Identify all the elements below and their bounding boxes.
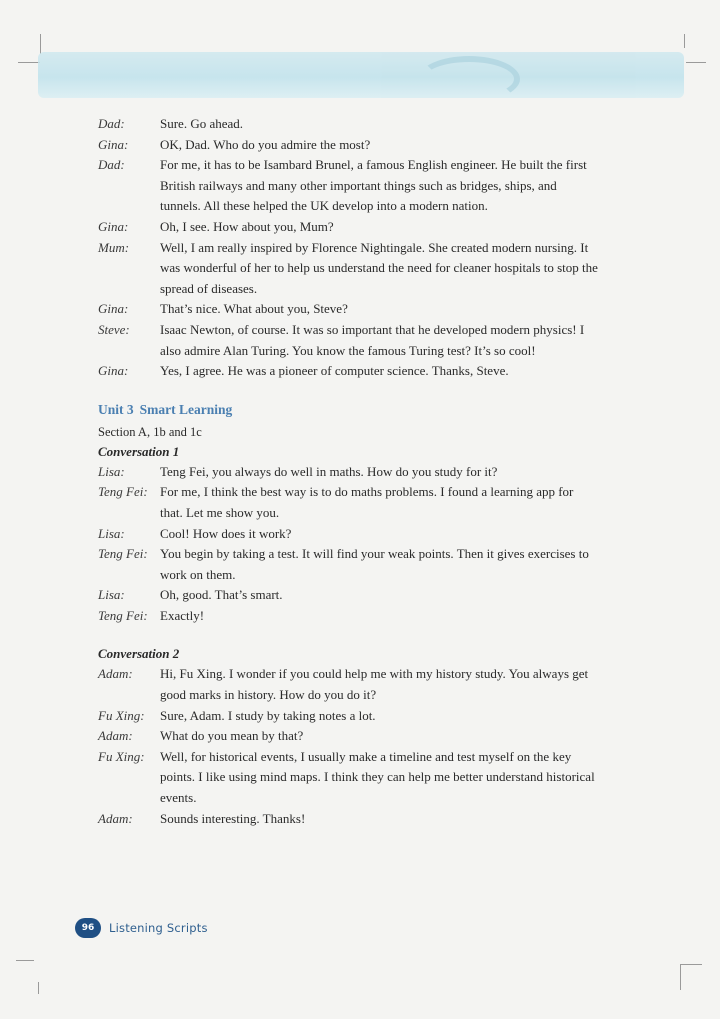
speaker-label: Gina: — [98, 301, 129, 317]
speaker-label: Lisa: — [98, 463, 125, 479]
dialogue-text: Hi, Fu Xing. I wonder if you could help me with my history study. You always get good marks in history. How do you do it? — [160, 666, 589, 703]
header-swirl-decoration — [418, 56, 520, 102]
dialogue-part1 — [98, 114, 598, 382]
dialogue-text: For me, I think the best way is to do maths problems. I found a learning app for that. Let me show you. — [160, 484, 574, 520]
dialogue-text: Sure, Adam. I study by taking notes a lot. — [160, 707, 376, 723]
dialogue-line — [98, 664, 598, 705]
dialogue-line — [98, 217, 598, 238]
dialogue-line — [98, 585, 598, 606]
speaker-label: Gina: — [98, 363, 129, 379]
crop-mark-top-left-v — [40, 34, 41, 54]
dialogue-text: Cool! How does it work? — [160, 525, 292, 541]
dialogue-line — [98, 135, 598, 156]
dialogue-line — [98, 482, 598, 523]
speaker-label: Lisa: — [98, 525, 125, 541]
dialogue-line — [98, 299, 598, 320]
dialogue-text: Sure. Go ahead. — [160, 116, 244, 131]
dialogue-line — [98, 747, 598, 809]
page-footer — [75, 917, 208, 939]
crop-mark-top-right-v — [684, 34, 685, 48]
dialogue-text: Oh, good. That’s smart. — [160, 587, 283, 603]
dialogue-text: Exactly! — [160, 607, 205, 623]
dialogue-line — [98, 114, 598, 135]
dialogue-text: Well, for historical events, I usually make a timeline and test myself on the key points. I like using mind maps. I think they can help me better understand historical events. — [160, 748, 595, 806]
crop-mark-top-left-h — [18, 62, 40, 63]
section-heading: Section A, 1b and 1c — [98, 424, 202, 439]
dialogue-text: Oh, I see. How about you, Mum? — [160, 218, 334, 234]
dialogue-line — [98, 606, 598, 627]
listening-script-content — [98, 114, 598, 829]
dialogue-line — [98, 462, 598, 483]
dialogue-text: You begin by taking a test. It will find your weak points. Then it gives exercises to work on them. — [160, 546, 589, 582]
speaker-label: Fu Xing: — [98, 748, 145, 764]
dialogue-line — [98, 809, 598, 830]
header-decoration — [38, 52, 684, 98]
speaker-label: Lisa: — [98, 587, 125, 603]
dialogue-line — [98, 726, 598, 747]
speaker-label: Steve: — [98, 321, 130, 337]
dialogue-text: Teng Fei, you always do well in maths. How do you study for it? — [160, 463, 498, 479]
crop-mark-bottom-left-v — [38, 982, 39, 994]
conversation-title: Conversation 1 — [98, 443, 180, 459]
crop-mark-bottom-right-v — [680, 964, 681, 990]
speaker-label: Dad: — [98, 157, 125, 173]
speaker-label: Adam: — [98, 810, 133, 826]
dialogue-line — [98, 361, 598, 382]
speaker-label: Adam: — [98, 666, 133, 682]
speaker-label: Gina: — [98, 136, 129, 152]
speaker-label: Dad: — [98, 116, 125, 131]
crop-mark-top-right-h — [686, 62, 706, 63]
dialogue-line — [98, 524, 598, 545]
speaker-label: Adam: — [98, 728, 133, 744]
unit-heading — [98, 400, 598, 420]
dialogue-line — [98, 320, 598, 361]
dialogue-text: That’s nice. What about you, Steve? — [160, 301, 348, 317]
conversation-title: Conversation 2 — [98, 646, 180, 662]
dialogue-line — [98, 544, 598, 585]
footer-section-label: Listening Scripts — [109, 921, 208, 935]
page-number-badge: 96 — [75, 918, 101, 938]
dialogue-text: Isaac Newton, of course. It was so important that he developed modern physics! I also admire Alan Turing. You know the famous Turing test? It’s so cool! — [160, 321, 585, 358]
speaker-label: Teng Fei: — [98, 546, 148, 562]
crop-mark-bottom-left-h — [16, 960, 34, 961]
dialogue-text: Yes, I agree. He was a pioneer of computer science. Thanks, Steve. — [160, 363, 509, 379]
unit-number: Unit 3 — [98, 401, 134, 417]
dialogue-text: For me, it has to be Isambard Brunel, a famous English engineer. He built the first British railways and many other important things such as bridges, ships, and tunnels. All these helped the UK develop into a modern nation. — [160, 157, 587, 214]
conversation2 — [98, 664, 598, 829]
dialogue-text: Sounds interesting. Thanks! — [160, 810, 306, 826]
speaker-label: Teng Fei: — [98, 484, 148, 500]
speaker-label: Mum: — [98, 239, 130, 255]
unit-title: Smart Learning — [139, 401, 233, 417]
dialogue-text: Well, I am really inspired by Florence Nightingale. She created modern nursing. It was wonderful of her to help us understand the need for cleaner hospitals to stop the spread of diseases. — [160, 239, 598, 296]
speaker-label: Teng Fei: — [98, 607, 148, 623]
dialogue-line — [98, 706, 598, 727]
crop-mark-bottom-right-h — [680, 964, 702, 965]
dialogue-text: What do you mean by that? — [160, 728, 304, 744]
speaker-label: Fu Xing: — [98, 707, 145, 723]
dialogue-line — [98, 238, 598, 300]
dialogue-text: OK, Dad. Who do you admire the most? — [160, 136, 371, 152]
conversation1 — [98, 462, 598, 627]
speaker-label: Gina: — [98, 218, 129, 234]
dialogue-line — [98, 155, 598, 217]
